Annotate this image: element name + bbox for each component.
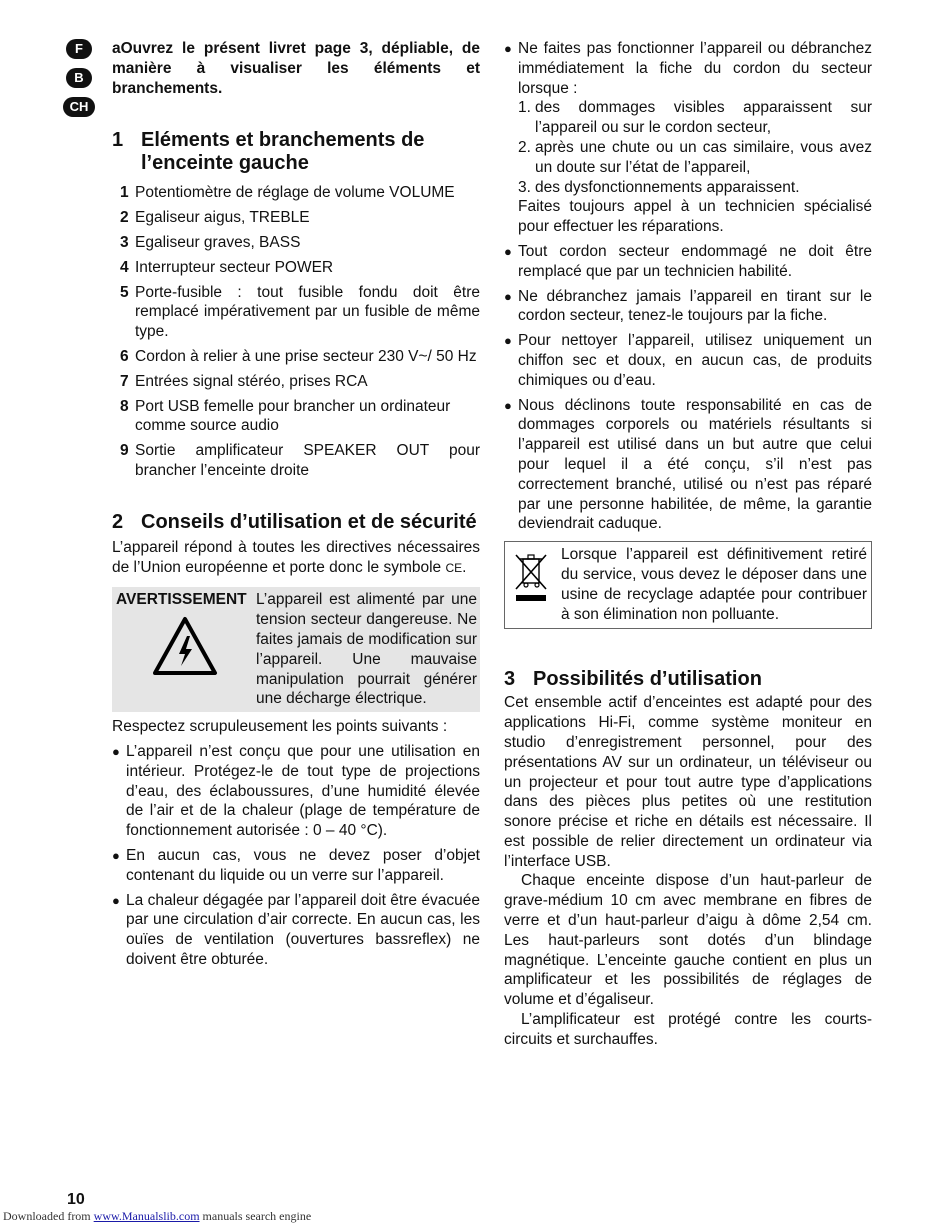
list-item bbox=[112, 891, 480, 970]
section2-number: 2 bbox=[112, 510, 124, 533]
section3-number: 3 bbox=[504, 668, 516, 691]
section1-title: Eléments et branchements de l’enceinte gauche bbox=[141, 129, 425, 175]
section1-number: 1 bbox=[112, 129, 124, 152]
section2-heading bbox=[112, 511, 480, 534]
section3-title: Possibilités d’utilisation bbox=[533, 668, 762, 691]
item-number: 5 bbox=[120, 283, 129, 301]
list-item bbox=[120, 183, 480, 203]
bullet-dot-icon: ● bbox=[504, 333, 512, 349]
sub-item-number: 2. bbox=[518, 138, 531, 156]
item-text: Porte-fusible : tout fusible fondu doit être remplacé impérativement par un fusible de même type. bbox=[135, 283, 480, 341]
list-item bbox=[112, 742, 480, 841]
item-text: Interrupteur secteur POWER bbox=[135, 258, 334, 276]
bullet-text: Tout cordon secteur endommagé ne doit être remplacé que par un technicien habilité. bbox=[518, 242, 872, 280]
list-item bbox=[504, 287, 872, 327]
section2-intro: L’appareil répond à toutes les directives nécessaires de l’Union européenne et porte donc le symbole CE. bbox=[112, 538, 480, 576]
item-number: 1 bbox=[120, 184, 129, 202]
list-item bbox=[120, 441, 480, 481]
item-number: 2 bbox=[120, 209, 129, 227]
lang-badge-b: B bbox=[66, 68, 92, 88]
list-item bbox=[120, 397, 480, 437]
item-number: 3 bbox=[120, 233, 129, 251]
section3-paragraph-1: Cet ensemble actif d’enceintes est adapté pour des applications Hi-Fi, comme système moniteur en studio d’enregistrement personnel, pour des présentations AV sur un ordinateur, un téléviseur ou un projecteur et pour tout autre type d’applications dans des pièces plus petites où une restitution sonore précise et riche en détails est nécessaire. Il est possible de relier directement un ordinateur via l’interface USB. bbox=[504, 694, 872, 870]
bullet-text: La chaleur dégagée par l’appareil doit être évacuée par une circulation d’air correcte. En aucun cas, les ouïes de ventilation (ouvertures bassreflex) ne doivent être obturée. bbox=[126, 891, 480, 968]
item-text: Egaliseur graves, BASS bbox=[135, 233, 301, 251]
recycling-box bbox=[504, 541, 872, 629]
warning-title: AVERTISSEMENT bbox=[116, 591, 247, 609]
page-number: 10 bbox=[67, 1191, 85, 1208]
item-text: Potentiomètre de réglage de volume VOLUME bbox=[135, 184, 455, 202]
footer-suffix: manuals search engine bbox=[199, 1209, 312, 1223]
recycling-icon-area bbox=[511, 545, 561, 624]
bullet-block bbox=[518, 39, 872, 237]
list-item bbox=[504, 39, 872, 237]
item-text: Entrées signal stéréo, prises RCA bbox=[135, 372, 368, 390]
ce-mark: CE bbox=[445, 560, 463, 575]
bullet-outro: Faites toujours appel à un technicien spécialisé pour effectuer les réparations. bbox=[518, 198, 872, 236]
list-item bbox=[120, 347, 480, 367]
section2-title: Conseils d’utilisation et de sécurité bbox=[141, 510, 477, 533]
list-item bbox=[112, 846, 480, 886]
section3-paragraph-2: Chaque enceinte dispose d’un haut-parleur de grave-médium 10 cm avec membrane en fibres de verre et d’un haut-parleur d’aigu à dôme 2,54 cm. Les haut-parleurs sont dotés d’un blindage magnétique. L’enceinte gauche contient en plus un amplificateur et les possibilités de réglages de volume et d’égaliseur. bbox=[504, 872, 872, 1009]
item-number: 8 bbox=[120, 397, 129, 415]
sub-item-text: des dysfonctionnements apparaissent. bbox=[535, 178, 800, 196]
sub-item-text: après une chute ou un cas similaire, vous avez un doute sur l’état de l’appareil, bbox=[535, 138, 872, 176]
language-badges bbox=[63, 39, 95, 126]
sub-list-item bbox=[518, 98, 872, 138]
bullet-text: Pour nettoyer l’appareil, utilisez uniquement un chiffon sec et doux, en aucun cas, de produits chimiques ou d’eau. bbox=[518, 332, 872, 389]
bullet-dot-icon: ● bbox=[112, 892, 120, 908]
warning-box bbox=[112, 587, 480, 712]
warning-text: L’appareil est alimenté par une tension secteur dangereuse. Ne faites jamais de modification sur l’appareil. Une mauvaise manipulation pourrait générer une décharge électrique. bbox=[256, 591, 477, 708]
intro-text: aOuvrez le présent livret page 3, dépliable, de manière à visualiser les éléments et branchements. bbox=[112, 40, 480, 97]
sub-item-number: 3. bbox=[518, 178, 531, 196]
sub-item-text: des dommages visibles apparaissent sur l’appareil ou sur le cordon secteur, bbox=[535, 99, 872, 137]
bullet-text: Ne faites pas fonctionner l’appareil ou débranchez immédiatement la fiche du cordon du secteur lorsque : bbox=[518, 40, 872, 97]
list-item bbox=[504, 396, 872, 535]
item-text: Cordon à relier à une prise secteur 230 V~/ 50 Hz bbox=[135, 347, 477, 365]
lang-badge-ch: CH bbox=[63, 97, 95, 117]
respect-text: Respectez scrupuleusement les points suivants : bbox=[112, 718, 448, 736]
section3-paragraph-3: L’amplificateur est protégé contre les courts-circuits et surchauffes. bbox=[504, 1011, 872, 1048]
list-item bbox=[120, 208, 480, 228]
list-item bbox=[504, 242, 872, 282]
sub-list-item bbox=[518, 138, 872, 178]
footer-prefix: Downloaded from bbox=[3, 1209, 94, 1223]
section1-heading bbox=[112, 129, 480, 175]
sub-list-item bbox=[518, 178, 872, 198]
bullet-text: Nous déclinons toute responsabilité en cas de dommages corporels ou matériels résultants si l’appareil est utilisé dans un but autre que celui pour lequel il a été conçu, s’il n’est pas correctement branché, utilisé ou n’est pas réparé par une personne habilitée, de même, la garantie deviendrait caduque. bbox=[518, 396, 872, 533]
bullet-dot-icon: ● bbox=[504, 41, 512, 56]
item-text: Port USB femelle pour brancher un ordinateur comme source audio bbox=[135, 397, 451, 435]
sub-item-number: 1. bbox=[518, 99, 531, 117]
right-column bbox=[504, 39, 872, 1050]
elements-list bbox=[120, 183, 480, 480]
left-column bbox=[112, 39, 480, 975]
sub-list bbox=[518, 98, 872, 197]
download-footer bbox=[3, 1207, 311, 1227]
safety-bullets-right bbox=[504, 39, 872, 534]
section3-heading bbox=[504, 668, 872, 691]
item-number: 4 bbox=[120, 258, 129, 276]
bullet-dot-icon: ● bbox=[112, 847, 120, 863]
bullet-dot-icon: ● bbox=[504, 288, 512, 304]
item-number: 7 bbox=[120, 372, 129, 390]
section2-intro-text: L’appareil répond à toutes les directives nécessaires de l’Union européenne et porte donc le symbole bbox=[112, 538, 480, 576]
list-item bbox=[120, 233, 480, 253]
bullet-dot-icon: ● bbox=[504, 397, 512, 413]
list-item bbox=[120, 283, 480, 342]
item-text: Sortie amplificateur SPEAKER OUT pour brancher l’enceinte droite bbox=[135, 442, 480, 479]
crossed-bin-icon bbox=[511, 551, 551, 613]
bullet-dot-icon: ● bbox=[504, 243, 512, 259]
list-item bbox=[504, 331, 872, 390]
safety-bullets-left bbox=[112, 742, 480, 970]
item-text: Egaliseur aigus, TREBLE bbox=[135, 209, 310, 227]
bullet-text: Ne débranchez jamais l’appareil en tirant sur le cordon secteur, tenez-le toujours par la fiche. bbox=[518, 287, 872, 325]
lang-badge-f: F bbox=[66, 39, 92, 59]
high-voltage-icon bbox=[152, 616, 218, 676]
list-item bbox=[120, 372, 480, 392]
recycling-text: Lorsque l’appareil est définitivement retiré du service, vous devez le déposer dans une usine de recyclage adaptée pour contribuer à son élimination non polluante. bbox=[561, 546, 867, 623]
manualslib-link[interactable]: www.Manualslib.com bbox=[93, 1209, 200, 1223]
item-number: 6 bbox=[120, 347, 129, 365]
bullet-text: L’appareil n’est conçu que pour une utilisation en intérieur. Protégez-le de tout type de projections d’eau, des éclaboussures, d’une humidité élevée de l’air et de la chaleur (plage de température de fonctionnement autorisée : 0 – 40 °C). bbox=[126, 742, 480, 840]
bullet-dot-icon: ● bbox=[112, 743, 120, 759]
item-number: 9 bbox=[120, 442, 129, 460]
list-item bbox=[120, 258, 480, 278]
warning-label-area bbox=[116, 590, 256, 709]
bullet-text: En aucun cas, vous ne devez poser d’objet contenant du liquide ou un verre sur l’appareil. bbox=[126, 846, 480, 884]
